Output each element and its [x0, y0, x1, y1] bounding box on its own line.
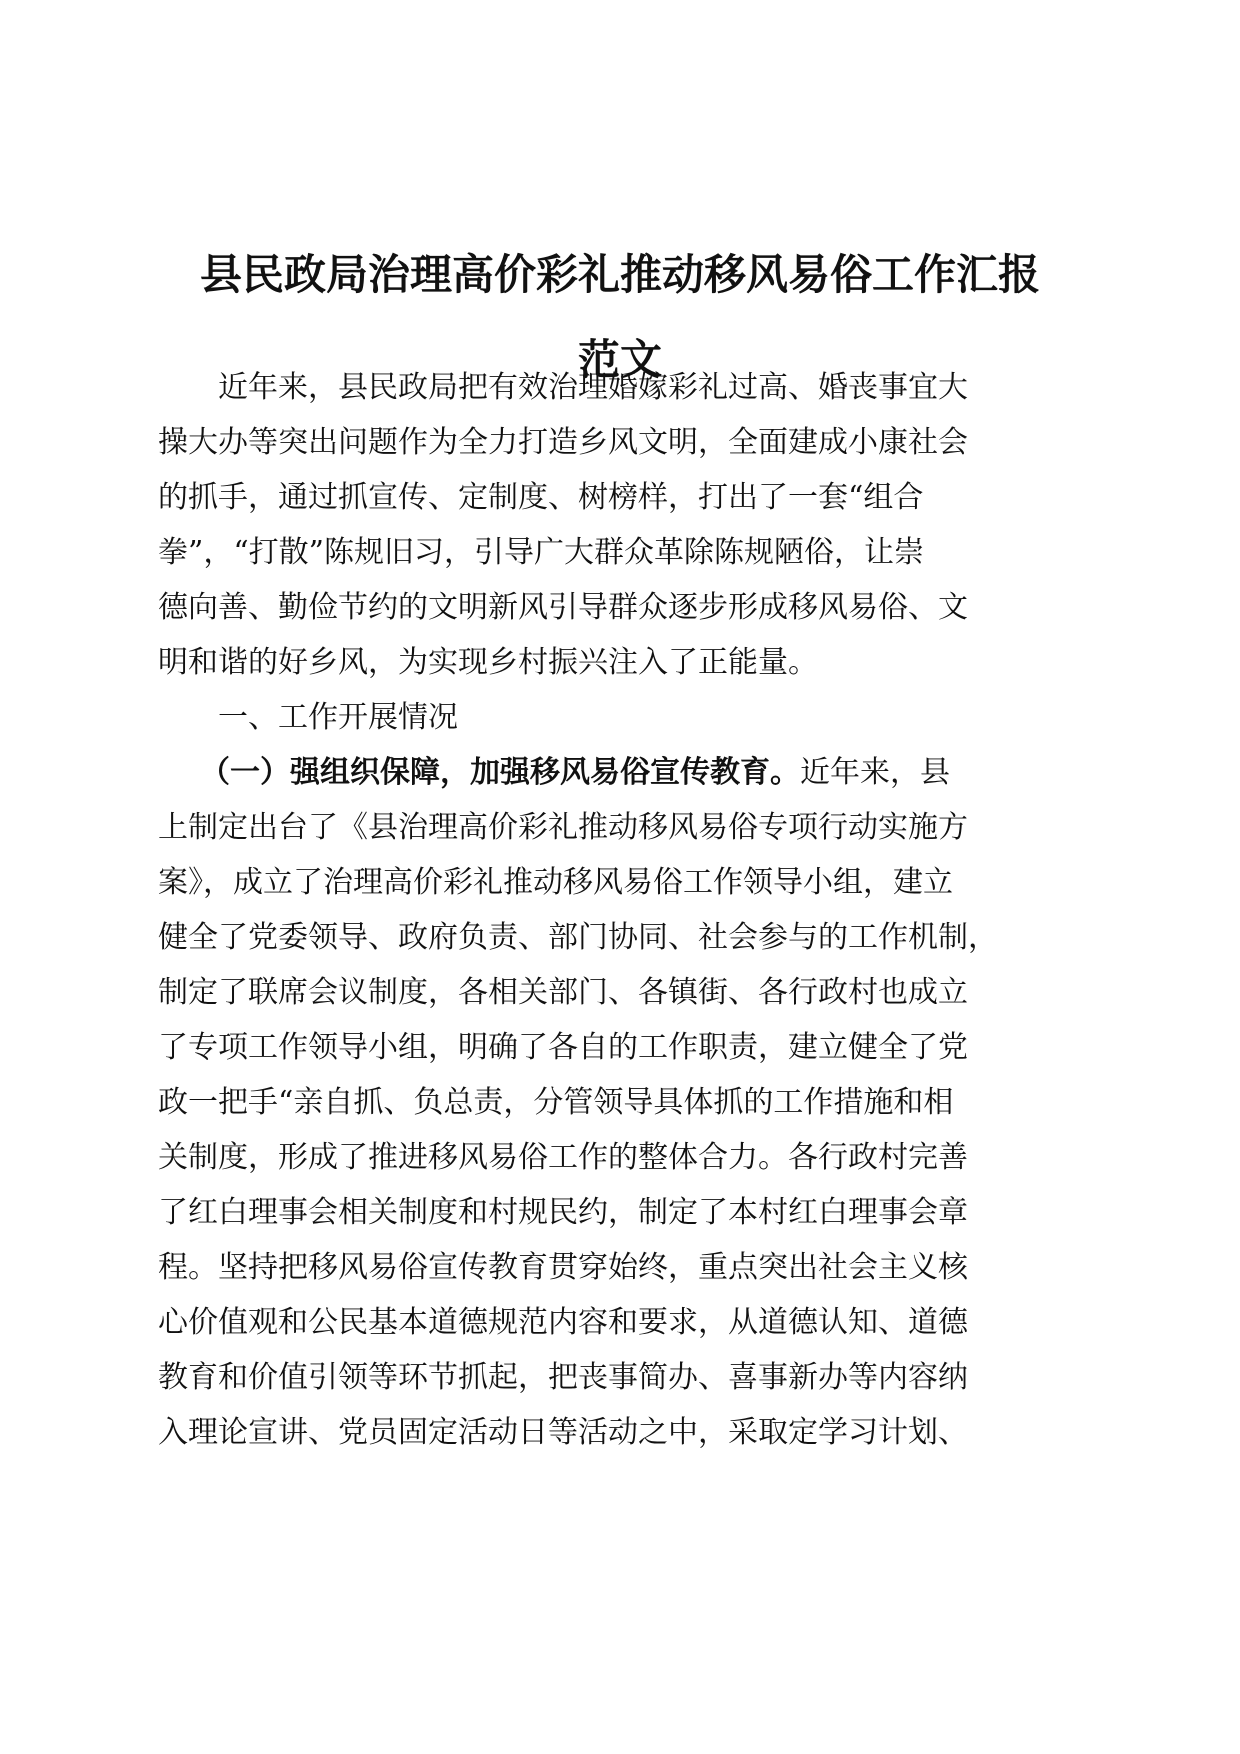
intro-line-2: 操大办等突出问题作为全力打造乡风文明，全面建成小康社会 [158, 425, 968, 460]
body-line-9: 程。坚持把移风易俗宣传教育贯穿始终，重点突出社会主义核 [158, 1250, 968, 1285]
body-line-2: 案》，成立了治理高价彩礼推动移风易俗工作领导小组，建立 [158, 865, 953, 900]
intro-line-4: 拳”，“打散”陈规旧习，引导广大群众革除陈规陋俗，让崇 [158, 535, 925, 570]
section-heading: 一、工作开展情况 [218, 700, 458, 735]
document-title-line-1: 县民政局治理高价彩礼推动移风易俗工作汇报 [199, 250, 1040, 299]
body-line-10: 心价值观和公民基本道德规范内容和要求，从道德认知、道德 [158, 1305, 968, 1340]
subsection-heading: （一）强组织保障，加强移风易俗宣传教育。 [200, 755, 800, 790]
body-line-3: 健全了党委领导、政府负责、部门协同、社会参与的工作机制， [158, 920, 998, 955]
body-line-6: 政一把手“亲自抓、负总责，分管领导具体抓的工作措施和相 [158, 1085, 954, 1120]
intro-line-1: 近年来，县民政局把有效治理婚嫁彩礼过高、婚丧事宜大 [218, 370, 968, 405]
intro-line-3: 的抓手，通过抓宣传、定制度、树榜样，打出了一套“组合 [158, 480, 924, 515]
document-title-line-2: 范文 [577, 335, 662, 384]
body-line-1: 上制定出台了《县治理高价彩礼推动移风易俗专项行动实施方 [158, 810, 968, 845]
body-line-11: 教育和价值引领等环节抓起，把丧事简办、喜事新办等内容纳 [158, 1360, 968, 1395]
intro-line-5: 德向善、勤俭节约的文明新风引导群众逐步形成移风易俗、文 [158, 590, 968, 625]
subsection-first-line-text: 近年来，县 [800, 755, 950, 790]
body-line-12: 入理论宣讲、党员固定活动日等活动之中，采取定学习计划、 [158, 1415, 968, 1450]
body-line-7: 关制度，形成了推进移风易俗工作的整体合力。各行政村完善 [158, 1140, 968, 1175]
body-line-8: 了红白理事会相关制度和村规民约，制定了本村红白理事会章 [158, 1195, 968, 1230]
subsection-first-line [200, 753, 1130, 793]
body-line-4: 制定了联席会议制度，各相关部门、各镇街、各行政村也成立 [158, 975, 968, 1010]
intro-line-6: 明和谐的好乡风，为实现乡村振兴注入了正能量。 [158, 645, 818, 680]
body-line-5: 了专项工作领导小组，明确了各自的工作职责，建立健全了党 [158, 1030, 968, 1065]
